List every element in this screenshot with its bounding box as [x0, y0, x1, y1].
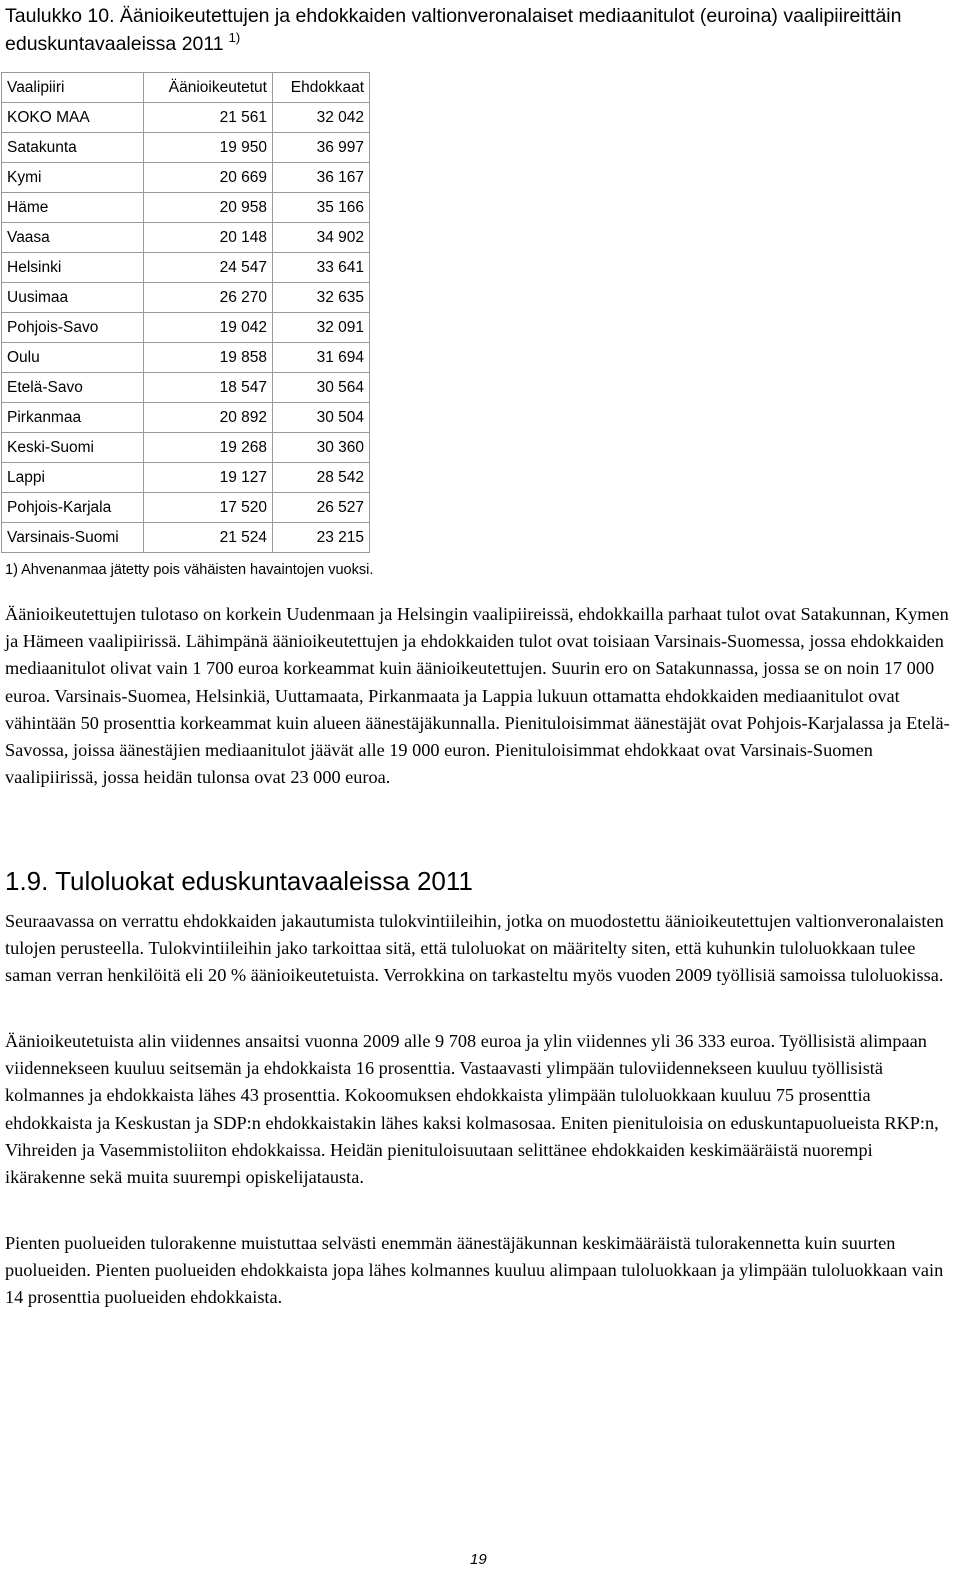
cell-ehdokkaat: 33 641 [273, 253, 370, 283]
cell-vaalipiiri: Lappi [2, 463, 144, 493]
table-caption [5, 2, 955, 58]
cell-aanioikeutetut: 24 547 [144, 253, 273, 283]
cell-vaalipiiri: Pirkanmaa [2, 403, 144, 433]
table-row [2, 463, 370, 493]
cell-ehdokkaat: 35 166 [273, 193, 370, 223]
cell-ehdokkaat: 36 997 [273, 133, 370, 163]
cell-aanioikeutetut: 20 892 [144, 403, 273, 433]
column-header-vaalipiiri: Vaalipiiri [2, 73, 144, 103]
paragraph-regional-income: Äänioikeutettujen tulotaso on korkein Uudenmaan ja Helsingin vaalipiireissä, ehdokkailla parhaat tulot ovat Satakunnan, Kymen ja Hämeen vaalipiirissä. Lähimpänä äänioikeutettujen ja ehdokkaiden tulot ovat toisiaan Varsinais-Suomessa, jossa ehdokkaiden mediaanitulot olivat vain 1 700 euroa korkeammat kuin äänioikeutettujen. Suurin ero on Satakunnassa, jossa se on noin 17 000 euroa. Varsinais-Suomea, Helsinkiä, Uuttamaata, Pirkanmaata ja Lappia lukuun ottamatta ehdokkaiden mediaanitulot ovat vähintään 50 prosenttia korkeammat kuin alueen äänestäjäkunnalla. Pienituloisimmat äänestäjät ovat Pohjois-Karjalassa ja Etelä-Savossa, joissa äänestäjien mediaanitulot jäävät alle 19 000 euron. Pienituloisimmat ehdokkaat ovat Varsinais-Suomen vaalipiirissä, jossa heidän tulonsa ovat 23 000 euroa. [5, 604, 950, 788]
cell-vaalipiiri: Keski-Suomi [2, 433, 144, 463]
cell-aanioikeutetut: 18 547 [144, 373, 273, 403]
table-row [2, 133, 370, 163]
table-row [2, 313, 370, 343]
cell-vaalipiiri: Satakunta [2, 133, 144, 163]
table-row [2, 223, 370, 253]
paragraph-small-parties: Pienten puolueiden tulorakenne muistuttaa selvästi enemmän äänestäjäkunnan keskimääräistä tulorakennetta kuin suurten puolueiden. Pienten puolueiden ehdokkaista jopa lähes kolmannes kuuluu alimpaan tuloluokkaan ja ylimpään tuloluokkaan vain 14 prosenttia puolueiden ehdokkaista. [5, 1233, 944, 1308]
table-caption-text: Taulukko 10. Äänioikeutettujen ja ehdokkaiden valtionveronalaiset mediaanitulot (euroina) vaalipiireittäin eduskuntavaaleissa 2011 [5, 5, 902, 55]
cell-vaalipiiri: Helsinki [2, 253, 144, 283]
cell-ehdokkaat: 30 504 [273, 403, 370, 433]
cell-aanioikeutetut: 20 148 [144, 223, 273, 253]
table-caption-footnote-marker: 1) [228, 30, 241, 45]
cell-aanioikeutetut: 19 127 [144, 463, 273, 493]
cell-aanioikeutetut: 26 270 [144, 283, 273, 313]
cell-ehdokkaat: 36 167 [273, 163, 370, 193]
cell-ehdokkaat: 28 542 [273, 463, 370, 493]
cell-aanioikeutetut: 20 669 [144, 163, 273, 193]
cell-aanioikeutetut: 20 958 [144, 193, 273, 223]
cell-ehdokkaat: 30 564 [273, 373, 370, 403]
cell-vaalipiiri: Vaasa [2, 223, 144, 253]
table-row [2, 433, 370, 463]
income-table [1, 72, 370, 553]
cell-ehdokkaat: 32 091 [273, 313, 370, 343]
cell-aanioikeutetut: 19 950 [144, 133, 273, 163]
cell-aanioikeutetut: 21 524 [144, 523, 273, 553]
table-row [2, 193, 370, 223]
cell-vaalipiiri: Häme [2, 193, 144, 223]
table-row [2, 373, 370, 403]
cell-vaalipiiri: KOKO MAA [2, 103, 144, 133]
column-header-aanioikeutetut: Äänioikeutetut [144, 73, 273, 103]
table-row [2, 343, 370, 373]
cell-ehdokkaat: 31 694 [273, 343, 370, 373]
table-row [2, 403, 370, 433]
table-row [2, 493, 370, 523]
table-row [2, 253, 370, 283]
cell-ehdokkaat: 32 042 [273, 103, 370, 133]
table-row [2, 523, 370, 553]
cell-aanioikeutetut: 19 268 [144, 433, 273, 463]
table-header-row [2, 73, 370, 103]
cell-ehdokkaat: 30 360 [273, 433, 370, 463]
cell-aanioikeutetut: 17 520 [144, 493, 273, 523]
paragraph-income-quintiles-results: Äänioikeutetuista alin viidennes ansaitsi vuonna 2009 alle 9 708 euroa ja ylin viidennes yli 36 333 euroa. Työllisistä alimpaan viidennekseen kuuluu seitsemän ja ehdokkaista 16 prosenttia. Vastaavasti ylimpään tuloviidennekseen kuuluu työllisistä kolmannes ja ehdokkaista lähes 43 prosenttia. Kokoomuksen ehdokkaista ylimpään tuloluokkaan kuuluu 75 prosenttia ehdokkaista ja Keskustan ja SDP:n ehdokkaistakin lähes kaksi kolmasosaa. Eniten pienituloisia on eduskuntapuolueista RKP:n, Vihreiden ja Vasemmistoliiton ehdokkaissa. Heidän pienituloisuutaan selittänee ehdokkaiden keskimääräistä nuorempi ikärakenne sekä muita suurempi opiskelijatausta. [5, 1031, 939, 1188]
table-row [2, 283, 370, 313]
cell-vaalipiiri: Pohjois-Karjala [2, 493, 144, 523]
table-row [2, 163, 370, 193]
cell-aanioikeutetut: 19 858 [144, 343, 273, 373]
cell-aanioikeutetut: 21 561 [144, 103, 273, 133]
table-row [2, 103, 370, 133]
cell-vaalipiiri: Varsinais-Suomi [2, 523, 144, 553]
section-heading: 1.9. Tuloluokat eduskuntavaaleissa 2011 [5, 866, 473, 896]
cell-vaalipiiri: Etelä-Savo [2, 373, 144, 403]
cell-vaalipiiri: Pohjois-Savo [2, 313, 144, 343]
cell-vaalipiiri: Uusimaa [2, 283, 144, 313]
cell-ehdokkaat: 32 635 [273, 283, 370, 313]
cell-ehdokkaat: 34 902 [273, 223, 370, 253]
table-footnote: 1) Ahvenanmaa jätetty pois vähäisten havaintojen vuoksi. [5, 562, 374, 578]
page-number: 19 [470, 1551, 487, 1568]
cell-aanioikeutetut: 19 042 [144, 313, 273, 343]
cell-ehdokkaat: 23 215 [273, 523, 370, 553]
cell-ehdokkaat: 26 527 [273, 493, 370, 523]
paragraph-income-quintiles-intro: Seuraavassa on verrattu ehdokkaiden jakautumista tulokvintiileihin, jotka on muodostettu äänioikeutettujen valtionveronalaisten tulojen perusteella. Tulokvintiileihin jako tarkoittaa sitä, että tuloluokat on määritelty siten, että kuhunkin tuloluokkaan tulee saman verran henkilöitä eli 20 % äänioikeutetuista. Verrokkina on tarkasteltu myös vuoden 2009 työllisiä samoissa tuloluokissa. [5, 911, 944, 986]
cell-vaalipiiri: Oulu [2, 343, 144, 373]
column-header-ehdokkaat: Ehdokkaat [273, 73, 370, 103]
cell-vaalipiiri: Kymi [2, 163, 144, 193]
